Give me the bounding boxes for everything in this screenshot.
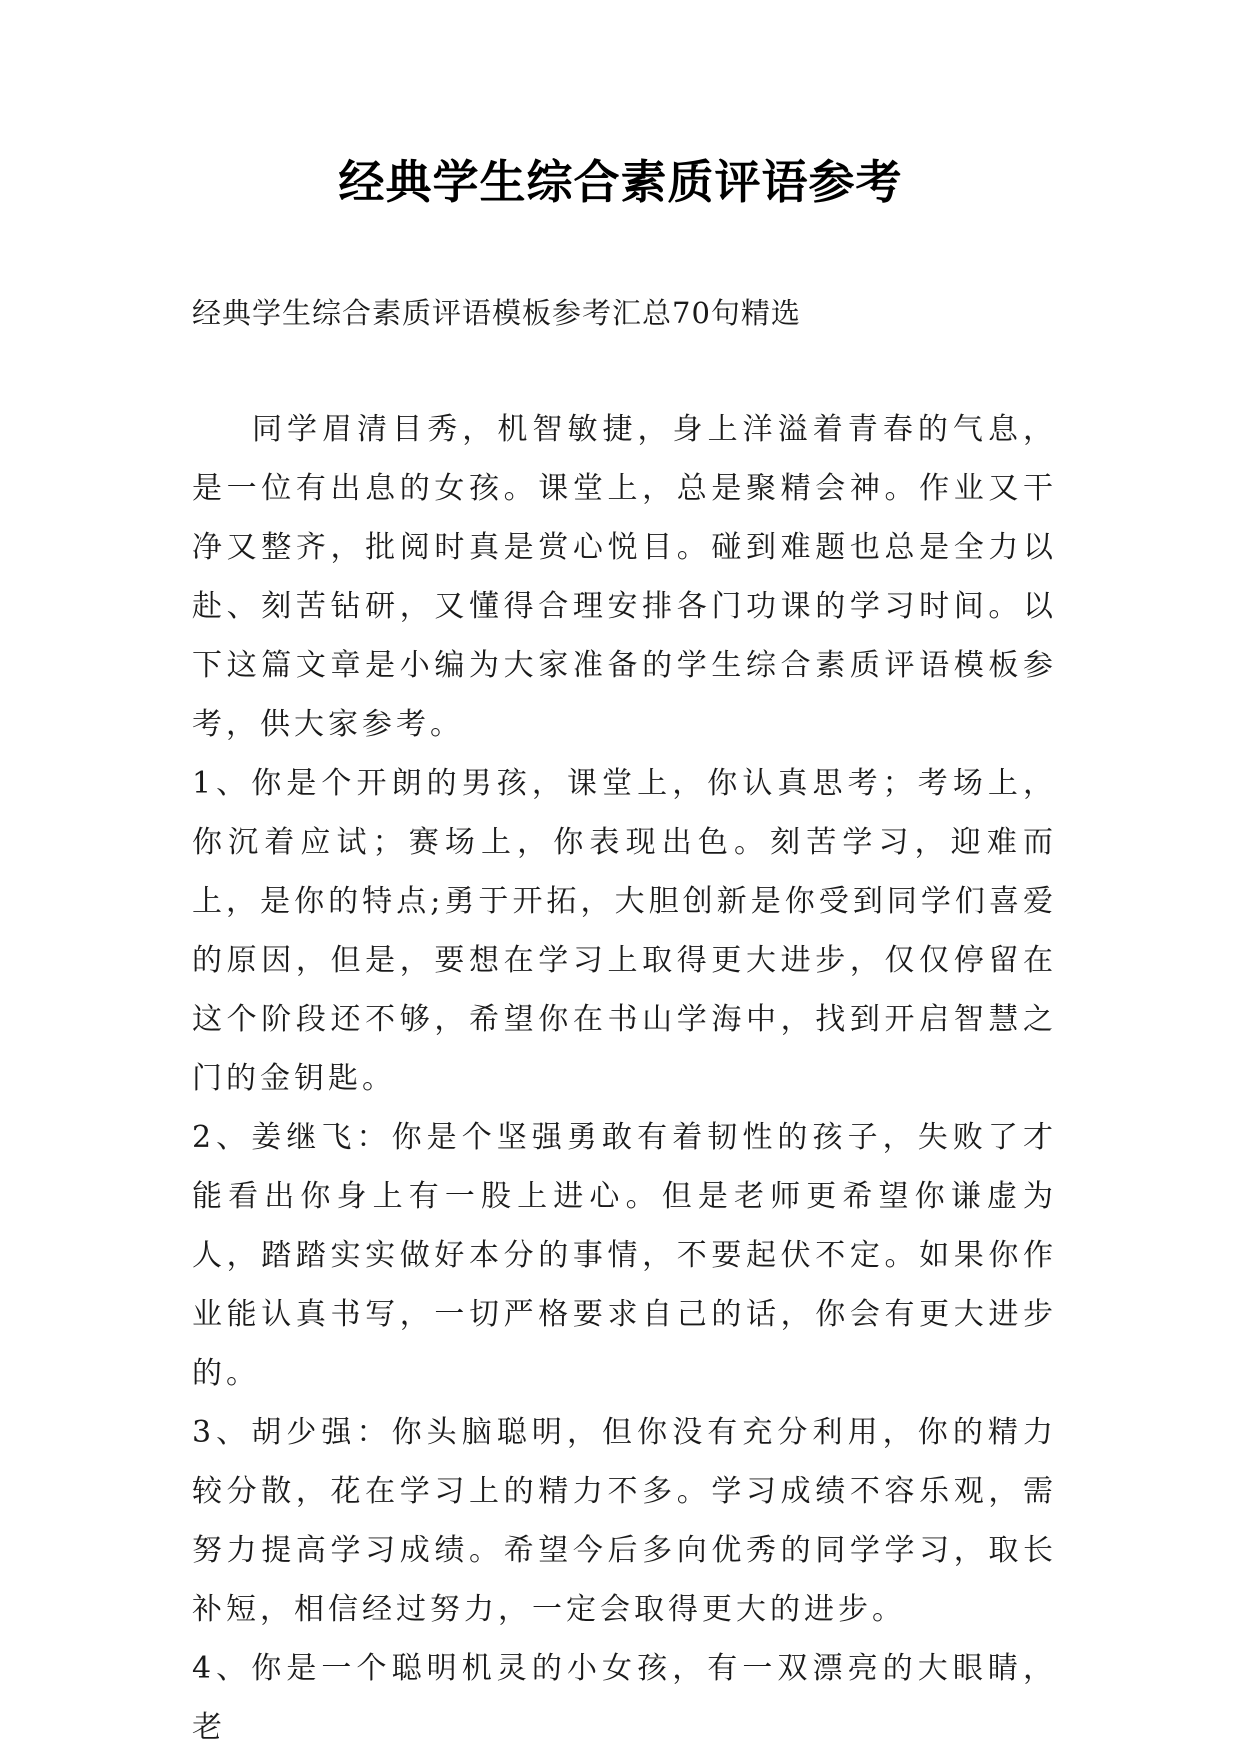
comment-paragraph-4: 4、你是一个聪明机灵的小女孩，有一双漂亮的大眼睛，老	[192, 1651, 1057, 1745]
document-body	[192, 400, 1057, 1745]
comment-paragraph-1: 1、你是个开朗的男孩，课堂上，你认真思考；考场上，你沉着应试；赛场上，你表现出色。刻苦学习，迎难而上，是你的特点;勇于开拓，大胆创新是你受到同学们喜爱的原因，但是，要想在学习上取得更大进步，仅仅停留在这个阶段还不够，希望你在书山学海中，找到开启智慧之门的金钥匙。	[192, 766, 1057, 1096]
intro-paragraph: 同学眉清目秀，机智敏捷，身上洋溢着青春的气息，是一位有出息的女孩。课堂上，总是聚精会神。作业又干净又整齐，批阅时真是赏心悦目。碰到难题也总是全力以赴、刻苦钻研，又懂得合理安排各门功课的学习时间。以下这篇文章是小编为大家准备的学生综合素质评语模板参考，供大家参考。	[192, 412, 1057, 742]
document-title: 经典学生综合素质评语参考	[338, 155, 903, 209]
document-subtitle: 经典学生综合素质评语模板参考汇总70句精选	[192, 296, 801, 330]
comment-paragraph-2: 2、姜继飞：你是个坚强勇敢有着韧性的孩子，失败了才能看出你身上有一股上进心。但是老师更希望你谦虚为人，踏踏实实做好本分的事情，不要起伏不定。如果你作业能认真书写，一切严格要求自己的话，你会有更大进步的。	[192, 1120, 1057, 1391]
comment-paragraph-3: 3、胡少强：你头脑聪明，但你没有充分利用，你的精力较分散，花在学习上的精力不多。学习成绩不容乐观，需努力提高学习成绩。希望今后多向优秀的同学学习，取长补短，相信经过努力，一定会取得更大的进步。	[192, 1415, 1057, 1627]
